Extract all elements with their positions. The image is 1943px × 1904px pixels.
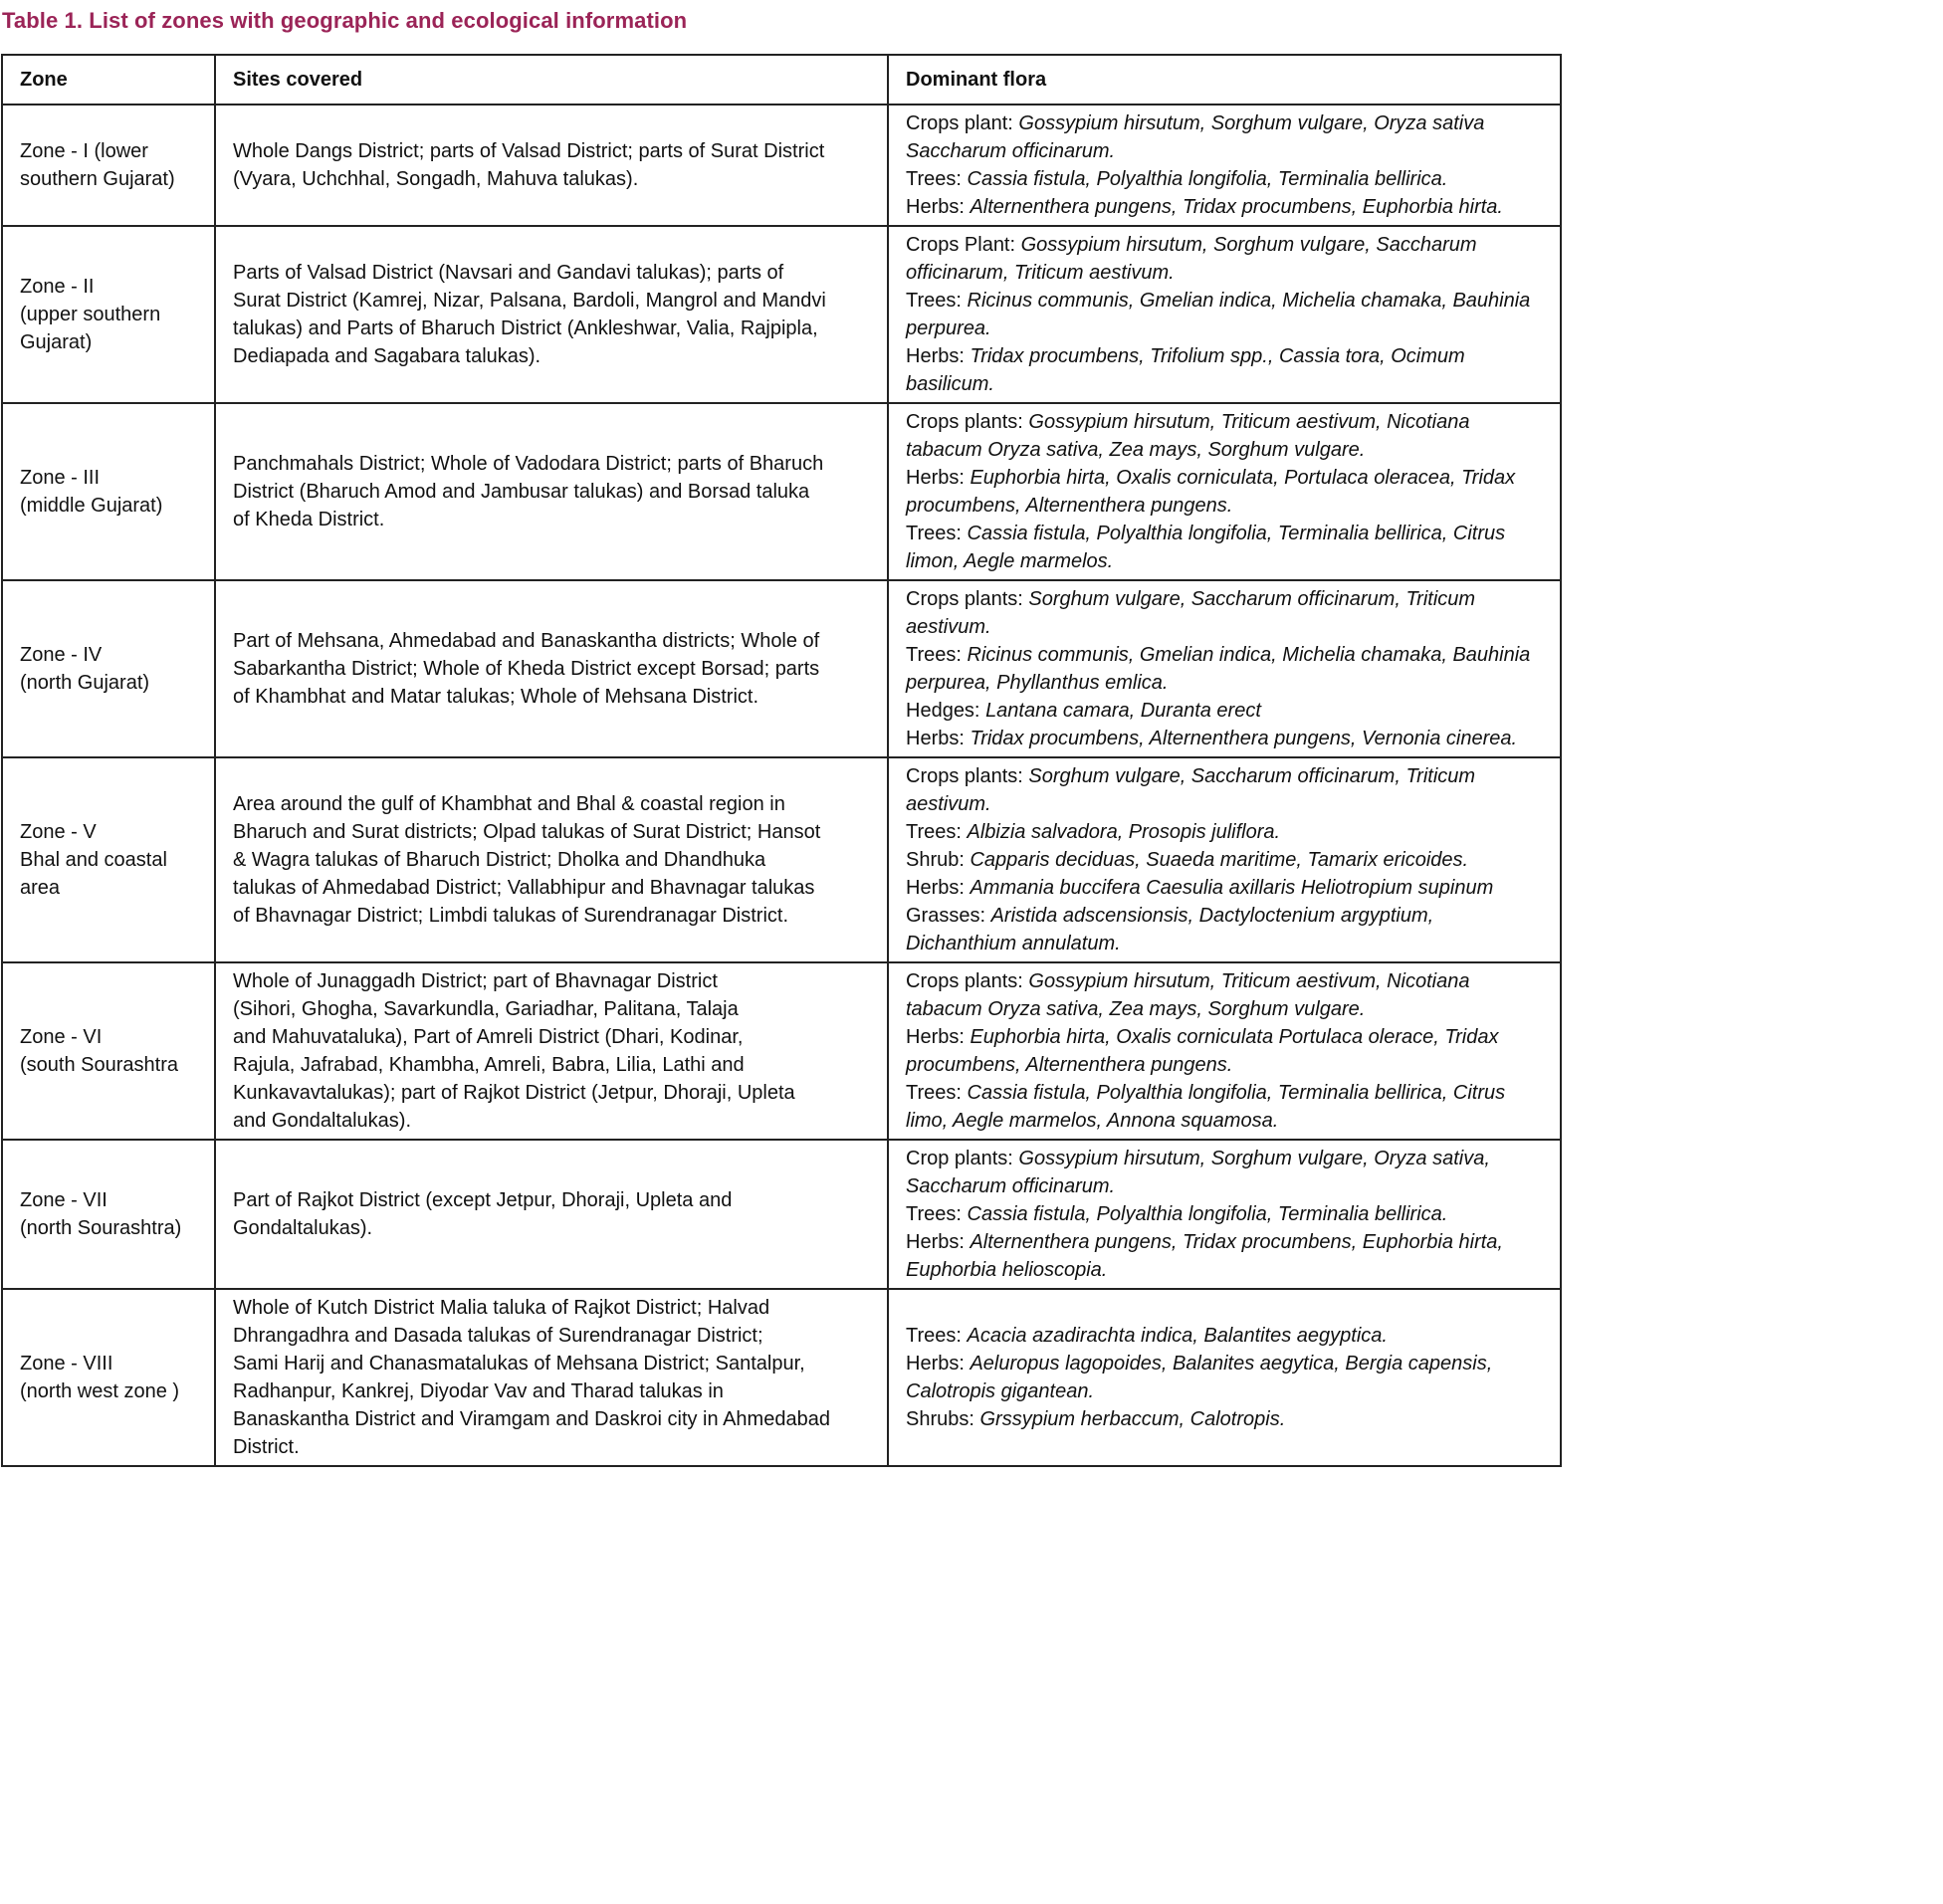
- sites-covered-cell: [215, 226, 888, 403]
- flora-entry: [906, 902, 1543, 957]
- zone-cell: [2, 1140, 215, 1289]
- table-row: [2, 226, 1561, 403]
- zone-text-line: Zone - III: [20, 467, 101, 489]
- flora-species-list: Cassia fistula, Polyalthia longifolia, Terminalia bellirica.: [967, 1203, 1448, 1225]
- header-dominant-flora: Dominant flora: [888, 55, 1561, 105]
- zone-text-line: area: [20, 877, 61, 899]
- flora-entry: [906, 520, 1543, 575]
- sites-text-line: Part of Mehsana, Ahmedabad and Banaskantha districts; Whole of: [233, 630, 820, 652]
- flora-species-list: Gossypium hirsutum, Triticum aestivum, Nicotiana tabacum Oryza sativa, Zea mays, Sorghum vulgare.: [906, 411, 1470, 461]
- sites-covered-cell: [215, 403, 888, 580]
- flora-category-label: Crops plants:: [906, 411, 1029, 433]
- sites-text-line: (Sihori, Ghogha, Savarkundla, Gariadhar, Palitana, Talaja: [233, 998, 739, 1020]
- zone-cell: [2, 403, 215, 580]
- flora-category-label: Trees:: [906, 821, 968, 843]
- flora-species-list: Sorghum vulgare, Saccharum officinarum, Triticum aestivum.: [906, 765, 1476, 815]
- flora-entry: [906, 193, 1543, 221]
- flora-entry: [906, 1145, 1543, 1200]
- zone-text-line: Zone - V: [20, 821, 97, 843]
- flora-entry: [906, 165, 1543, 193]
- flora-entry: [906, 109, 1543, 165]
- flora-entry: [906, 585, 1543, 641]
- flora-category-label: Crops plants:: [906, 970, 1029, 992]
- sites-text-line: of Kheda District.: [233, 509, 385, 530]
- flora-species-list: Cassia fistula, Polyalthia longifolia, Terminalia bellirica.: [967, 168, 1448, 190]
- table-row: [2, 403, 1561, 580]
- flora-entry: [906, 1023, 1543, 1079]
- zone-cell: [2, 226, 215, 403]
- zone-text-line: Zone - I (lower: [20, 140, 148, 162]
- flora-entry: [906, 1350, 1543, 1405]
- flora-category-label: Herbs:: [906, 1026, 971, 1048]
- flora-category-label: Herbs:: [906, 196, 971, 218]
- flora-entry: [906, 464, 1543, 520]
- flora-category-label: Shrub:: [906, 849, 971, 871]
- sites-covered-cell: [215, 580, 888, 757]
- flora-category-label: Herbs:: [906, 1231, 971, 1253]
- dominant-flora-cell: [888, 226, 1561, 403]
- sites-covered-cell: [215, 757, 888, 962]
- flora-species-list: Tridax procumbens, Trifolium spp., Cassia tora, Ocimum basilicum.: [906, 345, 1465, 395]
- flora-entry: [906, 725, 1543, 752]
- flora-species-list: Euphorbia hirta, Oxalis corniculata Portulaca olerace, Tridax procumbens, Alternenthera pungens.: [906, 1026, 1499, 1076]
- header-sites-covered: Sites covered: [215, 55, 888, 105]
- flora-entry: [906, 408, 1543, 464]
- flora-species-list: Euphorbia hirta, Oxalis corniculata, Portulaca oleracea, Tridax procumbens, Alternenthera pungens.: [906, 467, 1516, 517]
- flora-category-label: Crop plants:: [906, 1148, 1019, 1169]
- flora-category-label: Herbs:: [906, 728, 971, 749]
- table-body: [2, 105, 1561, 1466]
- flora-entry: [906, 1322, 1543, 1350]
- zone-cell: [2, 962, 215, 1140]
- flora-species-list: Alternenthera pungens, Tridax procumbens, Euphorbia hirta.: [970, 196, 1503, 218]
- flora-entry: [906, 967, 1543, 1023]
- sites-text-line: Panchmahals District; Whole of Vadodara District; parts of Bharuch: [233, 453, 824, 475]
- sites-text-line: District.: [233, 1436, 300, 1458]
- sites-text-line: Kunkavavtalukas); part of Rajkot District (Jetpur, Dhoraji, Upleta: [233, 1082, 795, 1104]
- flora-species-list: Aeluropus lagopoides, Balanites aegytica, Bergia capensis, Calotropis gigantean.: [906, 1353, 1493, 1402]
- flora-species-list: Aristida adscensionsis, Dactyloctenium argyptium, Dichanthium annulatum.: [906, 905, 1434, 954]
- sites-text-line: Sami Harij and Chanasmatalukas of Mehsana District; Santalpur,: [233, 1353, 805, 1375]
- sites-text-line: Dhrangadhra and Dasada talukas of Surendranagar District;: [233, 1325, 763, 1347]
- zone-cell: [2, 1289, 215, 1466]
- flora-category-label: Trees:: [906, 523, 968, 544]
- zone-cell: [2, 105, 215, 226]
- flora-species-list: Sorghum vulgare, Saccharum officinarum, Triticum aestivum.: [906, 588, 1476, 638]
- zone-text-line: Bhal and coastal: [20, 849, 167, 871]
- header-zone: Zone: [2, 55, 215, 105]
- sites-text-line: Sabarkantha District; Whole of Kheda District except Borsad; parts: [233, 658, 820, 680]
- sites-covered-cell: [215, 962, 888, 1140]
- table-row: [2, 757, 1561, 962]
- zone-text-line: Zone - IV: [20, 644, 103, 666]
- flora-species-list: Lantana camara, Duranta erect: [985, 700, 1261, 722]
- flora-species-list: Ricinus communis, Gmelian indica, Michelia chamaka, Bauhinia perpurea, Phyllanthus emlica.: [906, 644, 1531, 694]
- flora-species-list: Capparis deciduas, Suaeda maritime, Tamarix ericoides.: [970, 849, 1469, 871]
- dominant-flora-cell: [888, 403, 1561, 580]
- flora-entry: [906, 1405, 1543, 1433]
- sites-text-line: Bharuch and Surat districts; Olpad talukas of Surat District; Hansot: [233, 821, 821, 843]
- flora-entry: [906, 846, 1543, 874]
- sites-covered-cell: [215, 1140, 888, 1289]
- flora-entry: [906, 287, 1543, 342]
- flora-species-list: Grssypium herbaccum, Calotropis.: [979, 1408, 1286, 1430]
- flora-category-label: Crops Plant:: [906, 234, 1021, 256]
- zone-text-line: Zone - VII: [20, 1189, 108, 1211]
- sites-text-line: District (Bharuch Amod and Jambusar talukas) and Borsad taluka: [233, 481, 810, 503]
- zone-text-line: Zone - II: [20, 276, 95, 298]
- flora-category-label: Shrubs:: [906, 1408, 980, 1430]
- table-row: [2, 1289, 1561, 1466]
- sites-text-line: Whole Dangs District; parts of Valsad District; parts of Surat District: [233, 140, 825, 162]
- sites-text-line: of Khambhat and Matar talukas; Whole of Mehsana District.: [233, 686, 759, 708]
- sites-text-line: and Gondaltalukas).: [233, 1110, 412, 1132]
- sites-text-line: Whole of Kutch District Malia taluka of Rajkot District; Halvad: [233, 1297, 770, 1319]
- flora-category-label: Trees:: [906, 1325, 968, 1347]
- dominant-flora-cell: [888, 962, 1561, 1140]
- zone-text-line: Gujarat): [20, 331, 93, 353]
- sites-text-line: talukas of Ahmedabad District; Vallabhipur and Bhavnagar talukas: [233, 877, 815, 899]
- flora-category-label: Crops plants:: [906, 765, 1029, 787]
- flora-category-label: Herbs:: [906, 877, 971, 899]
- sites-text-line: Dediapada and Sagabara talukas).: [233, 345, 541, 367]
- sites-text-line: Whole of Junaggadh District; part of Bhavnagar District: [233, 970, 718, 992]
- flora-category-label: Crops plant:: [906, 112, 1019, 134]
- table-row: [2, 105, 1561, 226]
- sites-text-line: talukas) and Parts of Bharuch District (Ankleshwar, Valia, Rajpipla,: [233, 317, 818, 339]
- flora-species-list: Albizia salvadora, Prosopis juliflora.: [967, 821, 1281, 843]
- sites-text-line: & Wagra talukas of Bharuch District; Dholka and Dhandhuka: [233, 849, 766, 871]
- flora-species-list: Alternenthera pungens, Tridax procumbens, Euphorbia hirta, Euphorbia helioscopia.: [906, 1231, 1503, 1281]
- flora-category-label: Trees:: [906, 290, 968, 312]
- flora-category-label: Hedges:: [906, 700, 986, 722]
- flora-species-list: Gossypium hirsutum, Sorghum vulgare, Oryza sativa Saccharum officinarum.: [906, 112, 1485, 162]
- dominant-flora-cell: [888, 580, 1561, 757]
- table-row: [2, 580, 1561, 757]
- flora-entry: [906, 874, 1543, 902]
- flora-entry: [906, 641, 1543, 697]
- flora-category-label: Herbs:: [906, 345, 971, 367]
- flora-species-list: Gossypium hirsutum, Sorghum vulgare, Saccharum officinarum, Triticum aestivum.: [906, 234, 1477, 284]
- zone-cell: [2, 757, 215, 962]
- flora-entry: [906, 818, 1543, 846]
- flora-species-list: Tridax procumbens, Alternenthera pungens, Vernonia cinerea.: [970, 728, 1518, 749]
- zone-text-line: (middle Gujarat): [20, 495, 163, 517]
- zone-text-line: (upper southern: [20, 304, 161, 325]
- flora-category-label: Trees:: [906, 168, 968, 190]
- zones-table: [1, 54, 1562, 1467]
- flora-species-list: Acacia azadirachta indica, Balantites aegyptica.: [967, 1325, 1388, 1347]
- sites-text-line: and Mahuvataluka), Part of Amreli District (Dhari, Kodinar,: [233, 1026, 744, 1048]
- flora-category-label: Trees:: [906, 644, 968, 666]
- dominant-flora-cell: [888, 1289, 1561, 1466]
- zone-cell: [2, 580, 215, 757]
- zone-text-line: southern Gujarat): [20, 168, 175, 190]
- sites-text-line: Parts of Valsad District (Navsari and Gandavi talukas); parts of: [233, 262, 784, 284]
- sites-text-line: Part of Rajkot District (except Jetpur, Dhoraji, Upleta and: [233, 1189, 733, 1211]
- flora-entry: [906, 1228, 1543, 1284]
- flora-entry: [906, 231, 1543, 287]
- flora-category-label: Trees:: [906, 1203, 968, 1225]
- flora-species-list: Gossypium hirsutum, Triticum aestivum, Nicotiana tabacum Oryza sativa, Zea mays, Sorghum vulgare.: [906, 970, 1470, 1020]
- flora-entry: [906, 342, 1543, 398]
- table-row: [2, 1140, 1561, 1289]
- dominant-flora-cell: [888, 105, 1561, 226]
- flora-category-label: Crops plants:: [906, 588, 1029, 610]
- flora-entry: [906, 762, 1543, 818]
- zone-text-line: (north Gujarat): [20, 672, 150, 694]
- sites-text-line: (Vyara, Uchchhal, Songadh, Mahuva talukas).: [233, 168, 639, 190]
- flora-species-list: Ricinus communis, Gmelian indica, Michelia chamaka, Bauhinia perpurea.: [906, 290, 1531, 339]
- flora-category-label: Grasses:: [906, 905, 991, 927]
- table-header-row: [2, 55, 1561, 105]
- flora-species-list: Gossypium hirsutum, Sorghum vulgare, Oryza sativa, Saccharum officinarum.: [906, 1148, 1490, 1197]
- flora-entry: [906, 697, 1543, 725]
- sites-text-line: Rajula, Jafrabad, Khambha, Amreli, Babra, Lilia, Lathi and: [233, 1054, 745, 1076]
- zone-text-line: (north west zone ): [20, 1380, 180, 1402]
- table-row: [2, 962, 1561, 1140]
- flora-species-list: Cassia fistula, Polyalthia longifolia, Terminalia bellirica, Citrus limon, Aegle marmelos.: [906, 523, 1506, 572]
- sites-text-line: Surat District (Kamrej, Nizar, Palsana, Bardoli, Mangrol and Mandvi: [233, 290, 826, 312]
- sites-text-line: Area around the gulf of Khambhat and Bhal & coastal region in: [233, 793, 785, 815]
- flora-entry: [906, 1079, 1543, 1135]
- zone-text-line: (north Sourashtra): [20, 1217, 182, 1239]
- zone-text-line: Zone - VI: [20, 1026, 103, 1048]
- dominant-flora-cell: [888, 757, 1561, 962]
- sites-text-line: of Bhavnagar District; Limbdi talukas of Surendranagar District.: [233, 905, 789, 927]
- zone-text-line: Zone - VIII: [20, 1353, 113, 1375]
- dominant-flora-cell: [888, 1140, 1561, 1289]
- zone-text-line: (south Sourashtra: [20, 1054, 178, 1076]
- sites-covered-cell: [215, 1289, 888, 1466]
- flora-category-label: Herbs:: [906, 467, 971, 489]
- sites-text-line: Banaskantha District and Viramgam and Daskroi city in Ahmedabad: [233, 1408, 830, 1430]
- sites-text-line: Gondaltalukas).: [233, 1217, 373, 1239]
- flora-species-list: Cassia fistula, Polyalthia longifolia, Terminalia bellirica, Citrus limo, Aegle marmelos, Annona squamosa.: [906, 1082, 1506, 1132]
- flora-category-label: Trees:: [906, 1082, 968, 1104]
- flora-species-list: Ammania buccifera Caesulia axillaris Heliotropium supinum: [970, 877, 1494, 899]
- flora-entry: [906, 1200, 1543, 1228]
- flora-category-label: Herbs:: [906, 1353, 971, 1375]
- table-caption: Table 1. List of zones with geographic and ecological information: [2, 8, 688, 33]
- sites-text-line: Radhanpur, Kankrej, Diyodar Vav and Tharad talukas in: [233, 1380, 724, 1402]
- sites-covered-cell: [215, 105, 888, 226]
